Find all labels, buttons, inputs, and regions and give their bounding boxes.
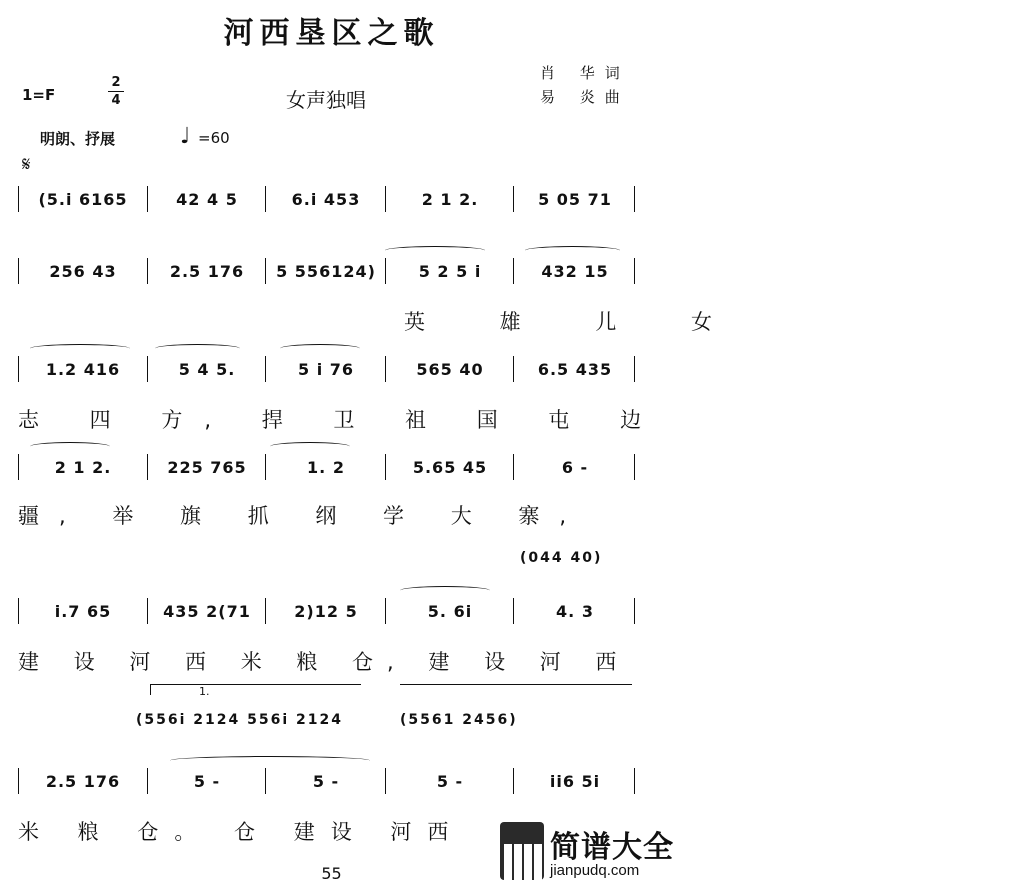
song-title: 河西垦区之歌 bbox=[223, 16, 440, 51]
composer-credit: 易 炎曲 bbox=[540, 88, 630, 106]
measure: 6.5 435 bbox=[513, 356, 636, 382]
bar-line bbox=[634, 186, 635, 212]
bar-line bbox=[634, 598, 635, 624]
staff-system bbox=[18, 454, 635, 480]
lyrics-line: 志 四 方, 捍 卫 祖 国 屯 边 bbox=[18, 408, 664, 432]
volta-label: 1. bbox=[199, 685, 210, 698]
measure: ii6 5i bbox=[513, 768, 636, 794]
staff-system bbox=[18, 186, 635, 212]
slur bbox=[280, 344, 360, 353]
measure: 5 - bbox=[265, 768, 386, 794]
slur bbox=[525, 246, 620, 255]
lyricist-credit: 肖 华词 bbox=[540, 64, 630, 82]
measure: 5 - bbox=[385, 768, 514, 794]
watermark-title: 简谱大全 bbox=[550, 830, 674, 865]
measure: 4. 3 bbox=[513, 598, 636, 624]
lyrics-line: 建 设 河 西 米 粮 仓, 建 设 河 西 bbox=[18, 650, 631, 674]
measure: 5 4 5. bbox=[147, 356, 266, 382]
measure: 2 1 2. bbox=[385, 186, 514, 212]
accompaniment-line: (556i 2124 556i 2124 bbox=[136, 712, 343, 728]
slur bbox=[270, 442, 350, 451]
performance-type: 女声独唱 bbox=[286, 88, 366, 112]
time-signature bbox=[108, 74, 124, 109]
slur bbox=[400, 586, 490, 595]
measure: 5. 6i bbox=[385, 598, 514, 624]
measure: i.7 65 bbox=[54, 601, 112, 621]
measure: 435 2(71 bbox=[147, 598, 266, 624]
measure: 1.2 416 bbox=[45, 359, 121, 379]
volta-bracket-second bbox=[400, 684, 632, 685]
measure: 6.i 453 bbox=[265, 186, 386, 212]
quarter-note-icon: ♩ bbox=[180, 124, 191, 149]
tempo-expression: 明朗、抒展 bbox=[40, 130, 116, 148]
slur bbox=[385, 246, 485, 255]
lyrics-line: 米 粮 仓。 仓 建设 河西 bbox=[18, 820, 465, 844]
piano-key bbox=[514, 844, 522, 880]
measure: 225 765 bbox=[147, 454, 266, 480]
measure: 5 2 5 i bbox=[385, 258, 514, 284]
bar-line bbox=[634, 258, 635, 284]
accompaniment-line: (5561 2456) bbox=[400, 712, 518, 728]
tempo-value: =60 bbox=[198, 129, 230, 147]
segno-icon: 𝄋 bbox=[22, 152, 31, 176]
staff-system bbox=[18, 356, 635, 382]
measure: 5 556124) bbox=[265, 258, 386, 284]
site-watermark bbox=[500, 822, 674, 884]
bar-line bbox=[634, 454, 635, 480]
measure: 5.65 45 bbox=[385, 454, 514, 480]
measure: 2.5 176 bbox=[45, 771, 121, 791]
slur bbox=[170, 756, 370, 765]
measure: 256 43 bbox=[49, 261, 117, 281]
piano-icon bbox=[500, 822, 544, 880]
measure: 42 4 5 bbox=[147, 186, 266, 212]
measure: 6 - bbox=[513, 454, 636, 480]
watermark-url: jianpudq.com bbox=[550, 862, 640, 879]
measure: 2.5 176 bbox=[147, 258, 266, 284]
piano-key bbox=[524, 844, 532, 880]
lyrics-line: 英 雄 儿 女 bbox=[404, 310, 747, 334]
key-signature: 1=F bbox=[22, 86, 56, 104]
measure: 5 05 71 bbox=[513, 186, 636, 212]
bar-line bbox=[634, 356, 635, 382]
staff-system bbox=[18, 598, 635, 624]
time-signature-top: 2 bbox=[111, 75, 121, 90]
measure: 2)12 5 bbox=[265, 598, 386, 624]
measure: 5 i 76 bbox=[265, 356, 386, 382]
measure: 2 1 2. bbox=[54, 457, 112, 477]
staff-system bbox=[18, 258, 635, 284]
measure: 1. 2 bbox=[265, 454, 386, 480]
page-number: 55 bbox=[321, 864, 342, 883]
measure: (5.i 6165 bbox=[38, 189, 128, 209]
slur bbox=[155, 344, 240, 353]
accompaniment-line: (044 40) bbox=[520, 550, 603, 566]
piano-key bbox=[504, 844, 512, 880]
bar-line bbox=[634, 768, 635, 794]
measure: 565 40 bbox=[385, 356, 514, 382]
slur bbox=[30, 442, 110, 451]
measure: 5 - bbox=[147, 768, 266, 794]
staff-system bbox=[18, 768, 635, 794]
slur bbox=[30, 344, 130, 353]
piano-key bbox=[534, 844, 542, 880]
time-signature-bottom: 4 bbox=[108, 91, 124, 109]
volta-bracket bbox=[150, 684, 361, 698]
lyrics-line: 疆, 举 旗 抓 纲 学 大 寨, bbox=[18, 504, 587, 528]
measure: 432 15 bbox=[513, 258, 636, 284]
